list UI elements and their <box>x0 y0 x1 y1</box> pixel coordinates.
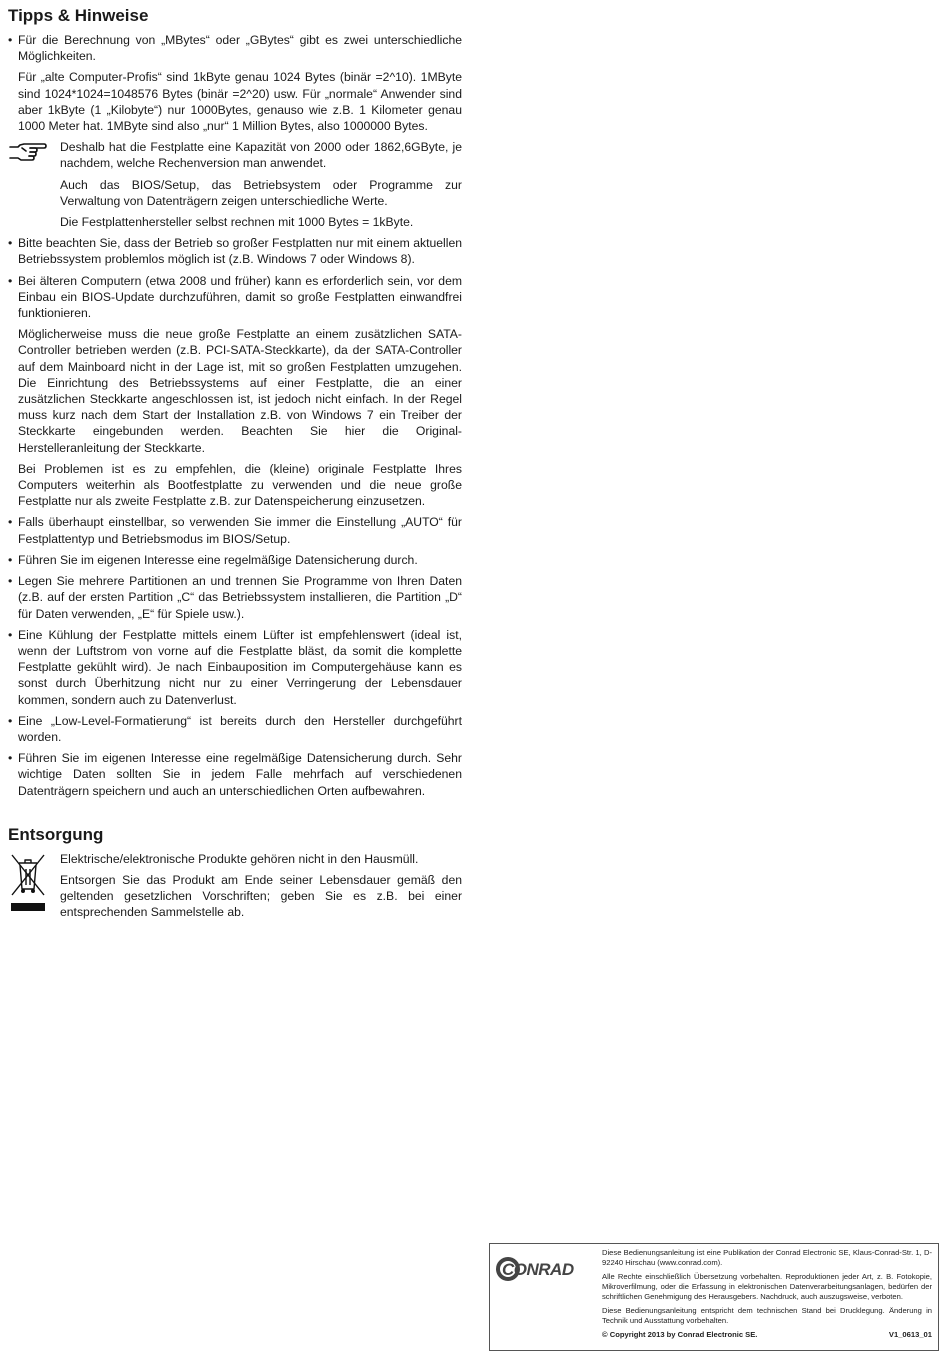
list-item <box>8 573 462 622</box>
imprint-footer <box>602 1330 932 1340</box>
tip-auto-setting: • Falls überhaupt einstellbar, so verwenden Sie immer die Einstellung „AUTO“ für Festplattentyp und Betriebsmodus im BIOS/Setup. <box>18 514 462 546</box>
disposal-regulations: Entsorgen Sie das Produkt am Ende seiner Lebensdauer gemäß den geltenden gesetzlichen Vorschriften; geben Sie es z.B. bei einer entsprechenden Sammelstelle ab. <box>60 872 462 920</box>
imprint-publisher: Diese Bedienungsanleitung ist eine Publikation der Conrad Electronic SE, Klaus-Conrad-Str. 1, D-92240 Hirschau (www.conrad.com). <box>602 1248 932 1267</box>
tips-heading: Tipps & Hinweise <box>8 6 149 25</box>
imprint-technical-state: Diese Bedienungsanleitung entspricht dem technischen Stand bei Drucklegung. Änderung in Technik und Ausstattung vorbehalten. <box>602 1306 932 1325</box>
main-column <box>8 6 462 926</box>
copyright: © Copyright 2013 by Conrad Electronic SE. <box>602 1330 758 1339</box>
version-code: V1_0613_01 <box>888 1330 932 1339</box>
tip-low-level-format: • Eine „Low-Level-Formatierung“ ist bereits durch den Hersteller durchgeführt worden. <box>18 713 462 745</box>
list-item <box>8 713 462 745</box>
tip-os: • Bitte beachten Sie, dass der Betrieb so großer Festplatten nur mit einem aktuellen Betriebssystem problemlos möglich ist (z.B. Windows 7 oder Windows 8). <box>18 235 462 267</box>
list-item <box>8 552 462 568</box>
imprint-rights: Alle Rechte einschließlich Übersetzung vorbehalten. Reproduktionen jeder Art, z. B. Fotokopie, Mikroverfilmung, oder die Erfassung in elektronischen Datenverarbeitungsanlagen, bedürfen der schriftlichen Genehmigung des Herausgebers. Nachdruck, auch auszugsweise, verboten. <box>602 1272 932 1301</box>
list-item <box>8 750 462 799</box>
disposal-section <box>8 825 462 921</box>
crossed-out-wheelie-bin-icon <box>10 851 46 913</box>
list-item <box>8 235 462 267</box>
conrad-logo <box>496 1256 596 1282</box>
disposal-heading: Entsorgung <box>8 824 104 844</box>
note-capacity: Deshalb hat die Festplatte eine Kapazität von 2000 oder 1862,6GByte, je nachdem, welche Rechenversion man anwendet. <box>60 140 462 171</box>
list-item <box>8 514 462 546</box>
tip-bios-update: • Bei älteren Computern (etwa 2008 und früher) kann es erforderlich sein, vor dem Einbau ein BIOS-Update durchzuführen, damit so große Festplatten einwandfrei funktionieren. <box>18 273 462 322</box>
svg-text:CONRAD: CONRAD <box>502 1260 574 1279</box>
pointing-hand-icon <box>8 139 48 163</box>
imprint-text <box>602 1248 932 1340</box>
note-manufacturer: Die Festplattenhersteller selbst rechnen mit 1000 Bytes = 1kByte. <box>60 215 414 230</box>
tip-backup: • Führen Sie im eigenen Interesse eine regelmäßige Datensicherung durch. <box>18 552 462 568</box>
list-item <box>8 627 462 708</box>
disposal-household: Elektrische/elektronische Produkte gehören nicht in den Hausmüll. <box>60 851 419 866</box>
tip-partitions: • Legen Sie mehrere Partitionen an und trennen Sie Programme von Ihren Daten (z.B. auf der ersten Partition „C“ das Betriebssystem installieren, die Partition „D“ für Daten verwenden, „E“ für Spiele usw.). <box>18 573 462 622</box>
disposal-block <box>8 851 462 921</box>
capacity-note <box>8 139 462 230</box>
tip-sata-controller: Möglicherweise muss die neue große Festplatte an einem zusätzlichen SATA-Controller betrieben werden (z.B. PCI-SATA-Steckkarte), da der SATA-Controller auf dem Mainboard nicht in der Lage ist, mit so großen Festplatten umzugehen. Die Einrichtung des Betriebssystems auf einer Festplatte, die an einer zusätzlichen Steckkarte angeschlossen ist, ist jedoch nicht einfach. In der Regel muss kurz nach dem Start der Installation z.B. von Windows 7 ein Treiber der Steckkarte eingebunden werden. Beachten Sie hier die Original-Herstelleranleitung der Steckkarte. <box>18 327 462 455</box>
list-item <box>8 273 462 510</box>
note-bios: Auch das BIOS/Setup, das Betriebsystem oder Programme zur Verwaltung von Datenträgern zeigen unterschiedliche Werte. <box>60 177 462 208</box>
tip-boot-disk: Bei Problemen ist es zu empfehlen, die (kleine) originale Festplatte Ihres Computers weiterhin als Bootfestplatte zu verwenden und die neue große Festplatte nur als zweite Festplatte z.B. zur Datenspeicherung einzusetzen. <box>18 461 462 509</box>
tip-mbytes-intro: • Für die Berechnung von „MBytes“ oder „GBytes“ gibt es zwei unterschiedliche Möglichkeiten. <box>18 32 462 64</box>
imprint-box <box>489 1243 939 1351</box>
tip-mbytes-explanation: Für „alte Computer-Profis“ sind 1kByte genau 1024 Bytes (binär =2^10). 1MByte sind 1024*1024=1048576 Bytes (binär =2^20) usw. Für „normale“ Anwender sind aber 1kByte (1 „Kilobyte“) nur 1000Bytes, genauso wie z.B. 1 Kilometer genau 1000 Meter hat. 1MByte sind also „nur“ 1 Million Bytes, also 1000000 Bytes. <box>18 70 462 134</box>
list-item <box>8 32 462 230</box>
tips-list <box>8 32 462 799</box>
tip-cooling: • Eine Kühlung der Festplatte mittels einem Lüfter ist empfehlenswert (ideal ist, wenn der Luftstrom von vorne auf die Festplatte bläst, da somit die komplette Festplatte gekühlt wird). Je nach Einbauposition im Computergehäuse kann es sonst durch Überhitzung nicht nur zu einer Verringerung der Lebensdauer kommen, sondern auch zu Datenverlust. <box>18 627 462 708</box>
tip-backup-multiple: • Führen Sie im eigenen Interesse eine regelmäßige Datensicherung durch. Sehr wichtige Daten sollten Sie in jedem Falle mehrfach auf verschiedenen Datenträgern speichern und auch an unterschiedlichen Orten aufbewahren. <box>18 750 462 799</box>
